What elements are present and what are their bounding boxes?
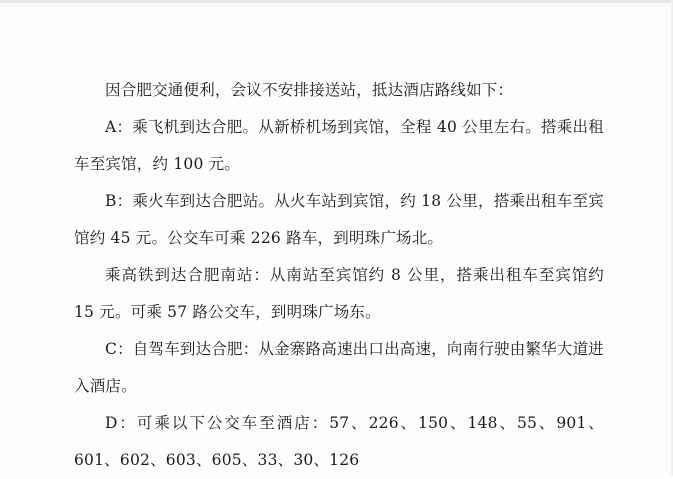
paragraph-route-c: C：自驾车到达合肥：从金寨路高速出口出高速，向南行驶由繁华大道进入酒店。 bbox=[74, 340, 604, 395]
paragraph-intro: 因合肥交通便利，会议不安排接送站，抵达酒店路线如下： bbox=[105, 81, 514, 99]
scan-edge-top-secondary bbox=[0, 5, 673, 6]
paragraph-route-d: D：可乘以下公交车至酒店：57、226、150、148、55、901、601、602、603、605、33、30、126 bbox=[74, 414, 604, 469]
document-body bbox=[74, 72, 604, 479]
paragraph-route-a: A：乘飞机到达合肥。从新桥机场到宾馆，全程 40 公里左右。搭乘出租车至宾馆，约 100 元。 bbox=[74, 118, 604, 173]
scan-edge-top bbox=[0, 0, 673, 3]
paragraph-route-highspeed-rail: 乘高铁到达合肥南站：从南站至宾馆约 8 公里，搭乘出租车至宾馆约 15 元。可乘 57 路公交车，到明珠广场东。 bbox=[74, 266, 604, 321]
paragraph-route-b: B：乘火车到达合肥站。从火车站到宾馆，约 18 公里，搭乘出租车至宾馆约 45 元。公交车可乘 226 路车，到明珠广场北。 bbox=[74, 192, 604, 247]
